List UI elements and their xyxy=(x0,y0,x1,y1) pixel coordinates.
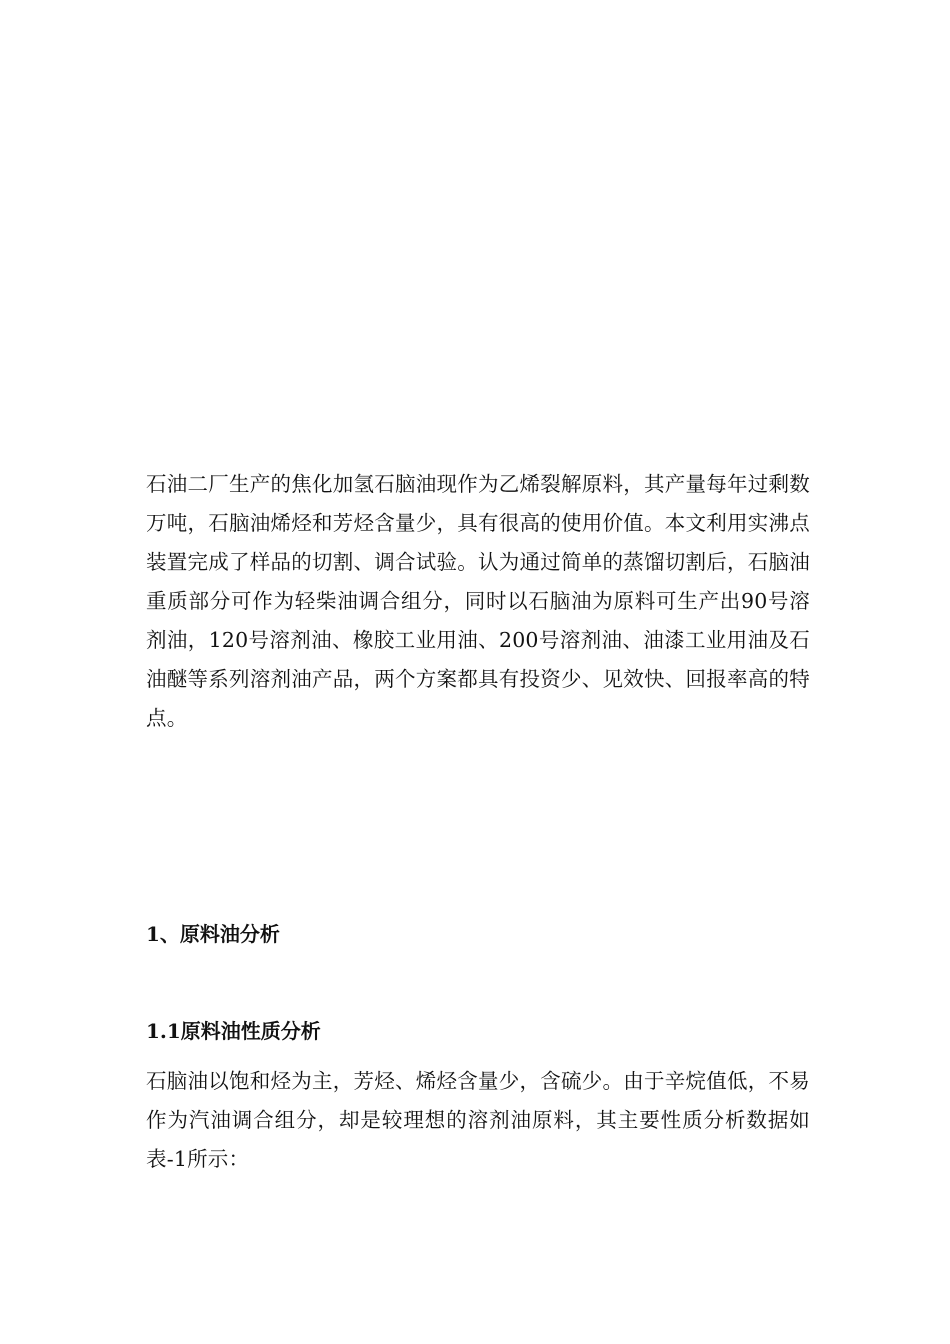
abstract-paragraph: 石油二厂生产的焦化加氢石脑油现作为乙烯裂解原料，其产量每年过剩数万吨，石脑油烯烃和芳烃含量少，具有很高的使用价值。本文利用实沸点装置完成了样品的切割、调合试验。认为通过简单的蒸馏切割后，石脑油重质部分可作为轻柴油调合组分，同时以石脑油为原料可生产出90号溶剂油，120号溶剂油、橡胶工业用油、200号溶剂油、油漆工业用油及石油醚等系列溶剂油产品，两个方案都具有投资少、见效快、回报率高的特点。 xyxy=(146,472,810,730)
section-heading: 1、原料油分析 xyxy=(146,922,280,946)
body-paragraph: 石脑油以饱和烃为主，芳烃、烯烃含量少，含硫少。由于辛烷值低，不易作为汽油调合组分，却是较理想的溶剂油原料，其主要性质分析数据如表-1所示： xyxy=(146,1069,810,1171)
subsection-heading: 1.1原料油性质分析 xyxy=(146,1019,321,1043)
